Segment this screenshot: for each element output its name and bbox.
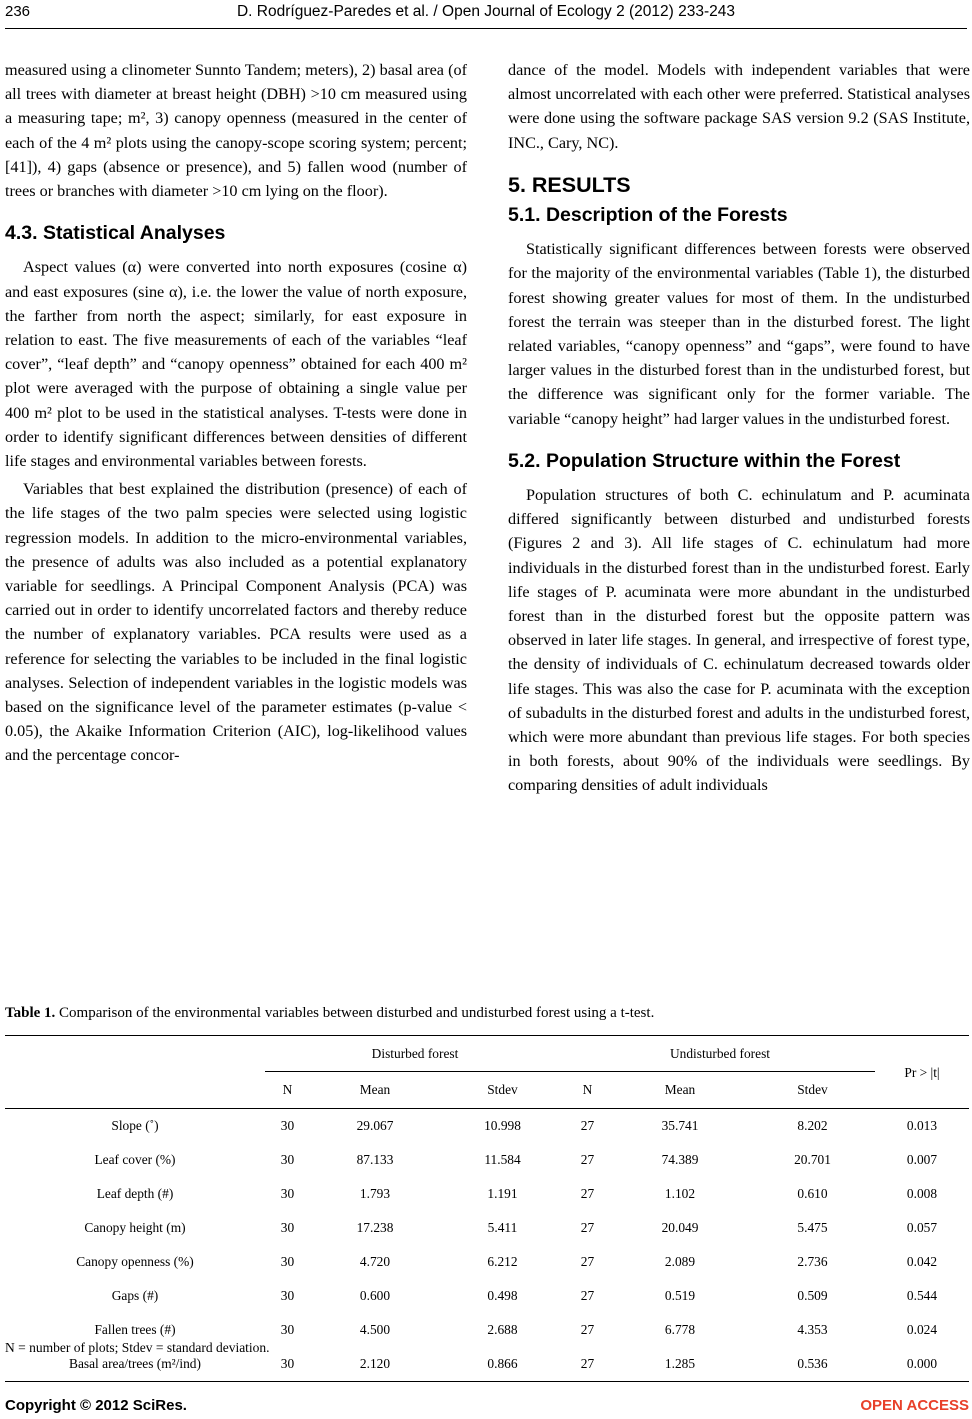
- row-label-cell: Canopy height (m): [84, 1220, 186, 1235]
- page-number: 236: [5, 3, 31, 20]
- table-cell: 2.736: [797, 1254, 828, 1269]
- table-cell: 0.600: [359, 1288, 391, 1303]
- table-cell: 30: [280, 1288, 295, 1303]
- paragraph: Statistically significant differences between forests were observed for the majority of the environmental variables (Table 1), the disturbed forest showing greater values for most of them. In the undisturbed forest the terrain was steeper than in the disturbed forest. The light related variables, “canopy openness” and “gaps”, were found to have larger values in the disturbed forest than in the undisturbed forest, but the difference was significant only for the former variable. The variable “canopy height” had larger values in the undisturbed forest.: [508, 240, 970, 428]
- group-header-undisturbed: Undisturbed forest: [669, 1046, 771, 1061]
- page-header: [0, 0, 972, 30]
- row-label-cell: Gaps (#): [111, 1288, 159, 1303]
- table-row: [5, 1211, 969, 1245]
- copyright: Copyright © 2012 SciRes.: [5, 1397, 187, 1414]
- col-header-n: N: [565, 1072, 610, 1109]
- table-cell: 1.191: [487, 1186, 518, 1201]
- table-cell: 0.013: [906, 1118, 938, 1133]
- table-cell: 0.024: [906, 1322, 938, 1337]
- table-row: [5, 1109, 969, 1144]
- table-cell: 4.500: [359, 1322, 391, 1337]
- paragraph: Population structures of both C. echinulatum and P. acuminata differed significantly between disturbed and undisturbed forests (Figures 2 and 3). All life stages of C. echinulatum had more individuals in the disturbed forest than in the undisturbed forest. Early life stages of P. acuminata were more abundant in the undisturbed forest than in the disturbed forest but the opposite pattern was observed in later life stages. In general, and irrespective of forest type, the density of individuals of C. echinulatum decreased towards older life stages. This was also the case for P. acuminata with the exception of subadults in the disturbed forest and adults in the undisturbed forest, which were more abundant than previous life stages. For both species in both forests, about 90% of the individuals were seedlings. By comparing densities of adult individuals: [508, 486, 970, 795]
- section-heading: 5. RESULTS: [508, 172, 631, 197]
- table-cell: 8.202: [797, 1118, 828, 1133]
- table-cell: 10.998: [484, 1118, 521, 1133]
- table-cell: 27: [580, 1152, 595, 1167]
- right-column: [508, 58, 970, 798]
- table-cell: 35.741: [661, 1118, 699, 1133]
- table-cell: 30: [280, 1152, 295, 1167]
- table-cell: 4.720: [359, 1254, 391, 1269]
- table-cell: 0.007: [906, 1152, 938, 1167]
- table-cell: 2.688: [487, 1322, 518, 1337]
- row-label-cell: Canopy openness (%): [76, 1254, 194, 1269]
- paragraph: dance of the model. Models with independent variables that were almost uncorrelated with each other were preferred. Statistical analyses were done using the software package SAS version 9.2 (SAS Institute, INC., Cary, NC).: [508, 61, 970, 152]
- table-caption-label: Table 1.: [5, 1005, 56, 1021]
- open-access-badge: OPEN ACCESS: [860, 1397, 969, 1414]
- table-cell: 30: [280, 1322, 295, 1337]
- table-cell: 27: [580, 1220, 595, 1235]
- table-cell: 0.000: [875, 1347, 969, 1382]
- table-row: [5, 1177, 969, 1211]
- table-cell: 27: [580, 1322, 595, 1337]
- col-header-p: Pr > |t|: [875, 1037, 969, 1109]
- table-cell: 30: [265, 1347, 310, 1382]
- table-cell: 87.133: [356, 1152, 394, 1167]
- group-header-disturbed: Disturbed forest: [371, 1046, 459, 1061]
- table-cell: 0.057: [906, 1220, 938, 1235]
- table-cell: 0.042: [906, 1254, 938, 1269]
- table-row: [5, 1245, 969, 1279]
- table-cell: 5.475: [797, 1220, 828, 1235]
- row-label-cell: Slope (˚): [111, 1118, 159, 1133]
- table-cell: 0.536: [750, 1347, 875, 1382]
- table-cell: 27: [580, 1288, 595, 1303]
- running-title: D. Rodríguez-Paredes et al. / Open Journal of Ecology 2 (2012) 233-243: [236, 3, 735, 20]
- paragraph: measured using a clinometer Sunnto Tandem; meters), 2) basal area (of all trees with diameter at breast height (DBH) >10 cm measured using a measuring tape; m², 3) canopy openness (measured in the center of each of the 4 m² plots using the canopy-scope scoring system; percent; [41]), 4) gaps (absence or presence), and 5) fallen wood (number of trees or branches with diameter >10 cm lying on the floor).: [5, 61, 467, 201]
- table-cell: 0.008: [906, 1186, 938, 1201]
- table-cell: 27: [580, 1254, 595, 1269]
- table-cell: 27: [565, 1347, 610, 1382]
- table-cell: 0.498: [487, 1288, 518, 1303]
- table-cell: 27: [580, 1118, 595, 1133]
- table-cell: 11.584: [484, 1152, 521, 1167]
- table-caption: [5, 1005, 654, 1022]
- table-cell: 4.353: [797, 1322, 828, 1337]
- table-cell: 20.049: [661, 1220, 699, 1235]
- row-label-cell: Basal area/trees (m²/ind): [5, 1347, 265, 1382]
- table-cell: 27: [580, 1186, 595, 1201]
- row-label-cell: Leaf cover (%): [94, 1152, 176, 1167]
- table-top-rule: [5, 1035, 969, 1036]
- table-cell: 5.411: [487, 1220, 518, 1235]
- subsection-heading: 5.1. Description of the Forests: [508, 204, 788, 227]
- left-column: [5, 58, 467, 768]
- table-cell: 17.238: [356, 1220, 394, 1235]
- table-cell: 74.389: [661, 1152, 699, 1167]
- table-cell: 0.519: [664, 1288, 696, 1303]
- table-cell: 29.067: [356, 1118, 394, 1133]
- table-caption-text: Comparison of the environmental variables between disturbed and undisturbed forest using a t-test.: [59, 1005, 655, 1021]
- row-label-cell: Leaf depth (#): [96, 1186, 174, 1201]
- subsection-heading: 5.2. Population Structure within the Forest: [508, 449, 901, 472]
- table-cell: 1.793: [359, 1186, 391, 1201]
- table-cell: 1.285: [610, 1347, 750, 1382]
- data-table: [5, 1037, 969, 1382]
- table-cell: 30: [280, 1220, 295, 1235]
- table-cell: 30: [280, 1186, 295, 1201]
- col-header-stdev: Stdev: [440, 1072, 565, 1109]
- row-label-cell: Fallen trees (#): [94, 1322, 176, 1337]
- table-row: [5, 1279, 969, 1313]
- col-header-mean: Mean: [610, 1072, 750, 1109]
- table-cell: 0.866: [440, 1347, 565, 1382]
- table-cell: 6.212: [487, 1254, 518, 1269]
- col-header-mean: Mean: [310, 1072, 440, 1109]
- paragraph: Variables that best explained the distribution (presence) of each of the life stages of the two palm species were selected using logistic regression models. In addition to the micro-environmental variables, the presence of adults was also included as a potential explanatory variable for seedlings. A Principal Component Analysis (PCA) was carried out in order to identify uncorrelated factors and thereby reduce the number of explanatory variables. PCA results were used as a reference for selecting the variables to be included in the final logistic analyses. Selection of independent variables in the logistic models was based on the significance level of the parameter estimates (p-value < 0.05), the Akaike Information Criterion (AIC), log-likelihood values and the percentage concor-: [5, 480, 467, 765]
- col-header-n: N: [265, 1072, 310, 1109]
- table-cell: 2.089: [664, 1254, 696, 1269]
- table-cell: 30: [280, 1254, 295, 1269]
- paragraph: Aspect values (α) were converted into north exposures (cosine α) and east exposures (sine α), i.e. the lower the value of north exposure, the farther from north the aspect; similarly, for east exposure in relation to east. The five measurements of each of the variables “leaf cover”, “leaf depth” and “canopy openness” obtained for each 400 m² plot were averaged with the purpose of obtaining a single value per 400 m² plot to be used in the statistical analyses. T-tests were done in order to identify significant differences between densities of different life stages and environmental variables between forests.: [5, 258, 467, 471]
- table-cell: 1.102: [664, 1186, 696, 1201]
- section-heading: 4.3. Statistical Analyses: [5, 222, 226, 245]
- table-cell: 30: [280, 1118, 295, 1133]
- table-cell: 0.509: [797, 1288, 828, 1303]
- header-rule: [5, 28, 967, 29]
- table-cell: 0.610: [797, 1186, 828, 1201]
- table-note: N = number of plots; Stdev = standard deviation.: [5, 1340, 270, 1355]
- table-cell: 20.701: [794, 1152, 831, 1167]
- col-header-stdev: Stdev: [750, 1072, 875, 1109]
- table-cell: 6.778: [664, 1322, 696, 1337]
- table-cell: 0.544: [906, 1288, 938, 1303]
- table-cell: 2.120: [310, 1347, 440, 1382]
- table-row: [5, 1143, 969, 1177]
- table-group-header-row: [5, 1037, 969, 1072]
